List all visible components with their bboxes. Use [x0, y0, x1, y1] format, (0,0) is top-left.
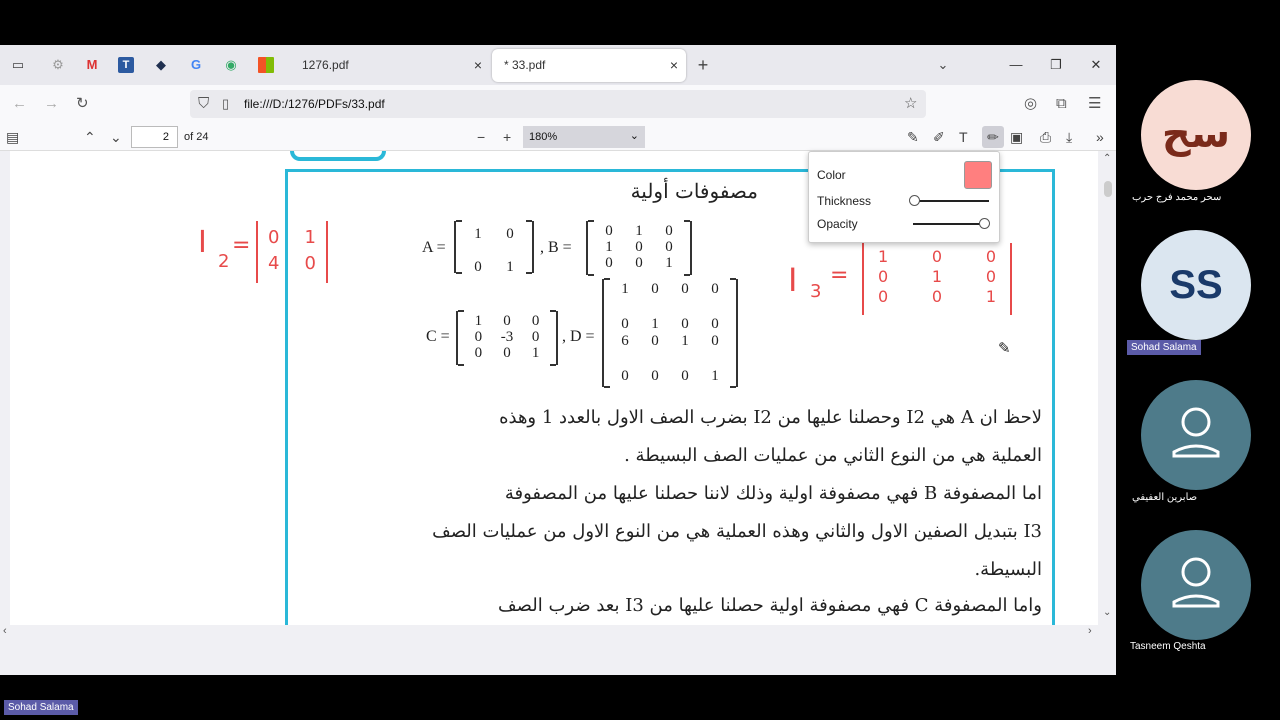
more-tools-icon[interactable]: »	[1096, 129, 1104, 145]
chevron-down-icon: ⌄	[629, 130, 639, 142]
matrix-a-label: A =	[422, 239, 446, 256]
matrix-cell: 1	[474, 226, 482, 242]
matrix-cell: 0	[681, 316, 689, 332]
matrix-cell: 0	[651, 281, 659, 297]
google-icon[interactable]: G	[190, 57, 202, 72]
ink-text: 0	[304, 253, 316, 274]
text-tool-icon[interactable]: T	[959, 129, 968, 145]
paragraph-line: العملية هي من النوع الثاني من عمليات الصف البسيطة .	[624, 445, 1042, 466]
participant-name: صابرين العفيفي	[1132, 492, 1198, 503]
vertical-scrollbar[interactable]	[1100, 151, 1116, 625]
file-icon: ▯	[222, 96, 230, 111]
restore-button[interactable]: ❐	[1050, 57, 1062, 72]
ink-text: I	[788, 261, 798, 299]
matrix-cell: 1	[665, 255, 673, 271]
matrix-cell: 0	[681, 368, 689, 384]
close-icon[interactable]: ×	[669, 57, 678, 73]
paragraph-line: اما المصفوفة B فهي مصفوفة اولية وذلك لاننا حصلنا عليها من المصفوفة	[504, 483, 1042, 504]
section-title: مصفوفات أولية	[630, 179, 758, 203]
tab-1276-pdf[interactable]	[290, 49, 490, 82]
matrix-cell: 0	[681, 281, 689, 297]
settings-icon[interactable]: ⚙	[52, 57, 64, 72]
participant-name: سحر محمد فرج حرب	[1132, 192, 1222, 203]
slider-knob[interactable]	[979, 218, 990, 229]
matrix-cell: 0	[474, 329, 483, 345]
scroll-down-icon[interactable]: ⌄	[1103, 607, 1112, 618]
tab-label: * 33.pdf	[504, 58, 546, 72]
participant-name: Tasneem Qeshta	[1130, 641, 1206, 652]
draw-tool-icon[interactable]: ✏	[982, 126, 1004, 148]
user-placeholder-icon	[1141, 380, 1251, 490]
menu-icon[interactable]: ☰	[1088, 95, 1102, 112]
ink-text: 4	[268, 253, 280, 274]
tab-label: 1276.pdf	[302, 58, 349, 72]
ink-text: 1	[878, 247, 889, 266]
ink-text: 0	[985, 267, 996, 286]
ink-matrix	[862, 243, 1012, 315]
page-count: of 24	[184, 131, 209, 143]
thickness-label: Thickness	[817, 194, 872, 208]
pdf-toolbar	[0, 123, 1116, 151]
print-icon[interactable]: ⎙	[1040, 129, 1052, 145]
ink-text: 2	[218, 251, 230, 272]
ink-text: 0	[268, 227, 280, 248]
matrix-cell: 0	[474, 345, 483, 361]
image-tool-icon[interactable]: ▣	[1010, 129, 1024, 145]
matrix-cell: 0	[665, 239, 673, 255]
matrix-cell: 0	[711, 281, 719, 297]
scroll-right-icon[interactable]: ›	[1088, 625, 1092, 637]
matrix-c	[456, 311, 558, 365]
ink-text: 0	[878, 267, 889, 286]
scroll-left-icon[interactable]: ‹	[3, 625, 7, 637]
participant-avatar[interactable]	[1141, 380, 1251, 490]
sign-icon[interactable]: ✎	[907, 129, 919, 145]
bookmark-star-icon[interactable]: ☆	[904, 95, 918, 112]
next-page-icon[interactable]: ⌄	[110, 129, 122, 145]
draw-options-popup	[808, 151, 1000, 243]
close-icon[interactable]: ×	[473, 57, 482, 73]
matrix-d	[602, 279, 738, 387]
matrix-cell: 0	[531, 329, 540, 345]
page-number-input[interactable]: 2	[131, 126, 178, 148]
opacity-slider[interactable]	[913, 223, 989, 225]
matrix-cell: 0	[651, 333, 659, 349]
close-window-button[interactable]: ✕	[1090, 57, 1102, 72]
account-icon[interactable]: ◎	[1024, 95, 1038, 112]
matrix-cell: 0	[503, 345, 511, 361]
save-icon[interactable]: ⤓	[1066, 129, 1073, 145]
matrix-cell: 0	[651, 368, 659, 384]
matrix-cell: 6	[621, 333, 629, 349]
participant-avatar[interactable]: SS	[1141, 230, 1251, 340]
chevron-down-icon[interactable]: ⌄	[937, 57, 949, 72]
forward-icon[interactable]: →	[44, 95, 59, 112]
ink-text: 0	[878, 287, 889, 306]
participant-avatar[interactable]: سح	[1141, 80, 1251, 190]
sidebar-toggle-icon[interactable]: ▤	[6, 129, 20, 145]
matrix-cell: 0	[506, 226, 514, 242]
ink-text: I	[198, 225, 207, 260]
paragraph-line: لاحظ ان A هي I2 وحصلنا عليها من I2 بضرب الصف الاول بالعدد 1 وهذه	[499, 407, 1042, 428]
color-label: Color	[817, 168, 846, 182]
self-name-badge: Sohad Salama	[4, 700, 78, 715]
matrix-b-label: , B =	[540, 239, 572, 256]
matrix-cell: 1	[506, 259, 514, 275]
participant-avatar[interactable]	[1141, 530, 1251, 640]
matrix-cell: 1	[621, 281, 629, 297]
matrix-cell: -3	[500, 329, 514, 345]
pencil-cursor-icon: ✎	[998, 340, 1011, 357]
matrix-cell: 0	[665, 223, 673, 239]
matrix-cell: 0	[531, 313, 540, 329]
zoom-value: 180%	[529, 131, 558, 143]
ink-text: 1	[985, 287, 996, 306]
extensions-icon[interactable]: ⧉	[1056, 95, 1067, 112]
back-icon[interactable]: ←	[12, 95, 27, 112]
matrix-cell: 0	[711, 333, 719, 349]
matrix-cell: 1	[635, 223, 643, 239]
new-tab-button[interactable]: +	[697, 55, 709, 75]
matrix-cell: 0	[635, 255, 643, 271]
slider-knob[interactable]	[909, 195, 920, 206]
matrix-cell: 0	[503, 313, 511, 329]
matrix-cell: 1	[651, 316, 659, 332]
matrix-cell: 0	[605, 255, 613, 271]
user-placeholder-icon	[1141, 530, 1251, 640]
tab-bar	[0, 45, 1116, 85]
matrix-cell: 1	[711, 368, 719, 384]
url-bar[interactable]	[190, 90, 926, 118]
matrix-b	[586, 221, 692, 275]
matrix-a	[454, 221, 534, 273]
paragraph-line: I3 بتبديل الصفين الاول والثاني وهذه العملية هي من النوع الاول من عمليات الصف	[432, 521, 1042, 542]
ink-text: 1	[304, 227, 316, 248]
ink-text: =	[830, 263, 849, 288]
t-app-icon[interactable]: T	[118, 57, 134, 73]
scroll-up-icon[interactable]: ⌃	[1103, 153, 1112, 164]
horizontal-scrollbar[interactable]	[0, 625, 1098, 639]
scroll-thumb[interactable]	[1104, 181, 1112, 197]
matrix-cell: 0	[605, 223, 613, 239]
reload-icon[interactable]: ↻	[76, 95, 89, 112]
matrix-cell: 0	[621, 316, 629, 332]
matrix-d-label: , D =	[562, 328, 595, 345]
thickness-slider[interactable]	[913, 200, 989, 202]
participant-name: Sohad Salama	[1127, 340, 1201, 355]
zoom-out-icon[interactable]: −	[477, 129, 486, 145]
previous-page-icon[interactable]: ⌃	[84, 129, 96, 145]
matrix-cell: 0	[711, 316, 719, 332]
matrix-cell: 0	[474, 259, 482, 275]
ink-text: 0	[931, 287, 943, 306]
ink-text: 0	[931, 247, 943, 266]
ink-matrix	[256, 221, 328, 283]
matrix-cell: 1	[474, 313, 483, 329]
paragraph-line: واما المصفوفة C فهي مصفوفة اولية حصلنا عليها من I3 بعد ضرب الصف	[498, 595, 1042, 616]
matrix-c-label: C =	[426, 328, 450, 345]
shield-icon: ⛉	[198, 95, 210, 112]
ink-text: 1	[931, 267, 943, 286]
matrix-cell: 1	[605, 239, 613, 255]
opacity-label: Opacity	[817, 217, 858, 231]
chrome-app-icon[interactable]: ◉	[225, 57, 237, 72]
microsoft-icon[interactable]	[258, 57, 274, 73]
shield-app-icon[interactable]: ◆	[156, 57, 166, 72]
zoom-select[interactable]	[523, 126, 645, 148]
color-swatch[interactable]	[964, 161, 992, 189]
tab-33-pdf[interactable]	[492, 49, 686, 82]
zoom-in-icon[interactable]: +	[503, 129, 512, 145]
paragraph-line: البسيطة.	[974, 559, 1042, 580]
ink-text: 3	[810, 281, 822, 302]
frame-tab-decoration	[290, 151, 386, 161]
matrix-cell: 0	[635, 239, 643, 255]
matrix-cell: 1	[531, 345, 540, 361]
matrix-cell: 0	[621, 368, 629, 384]
ink-text: 0	[985, 247, 996, 266]
nav-bar	[0, 85, 1116, 123]
ink-text: =	[232, 233, 251, 258]
matrix-cell: 1	[681, 333, 689, 349]
url-text: file:///D:/1276/PDFs/33.pdf	[244, 97, 385, 111]
minimize-button[interactable]: —	[1009, 57, 1023, 72]
tab-list-icon[interactable]: ▭	[11, 57, 25, 72]
gmail-icon[interactable]: M	[86, 57, 98, 72]
browser-window	[0, 45, 1116, 675]
highlight-icon[interactable]: ✐	[933, 129, 945, 145]
